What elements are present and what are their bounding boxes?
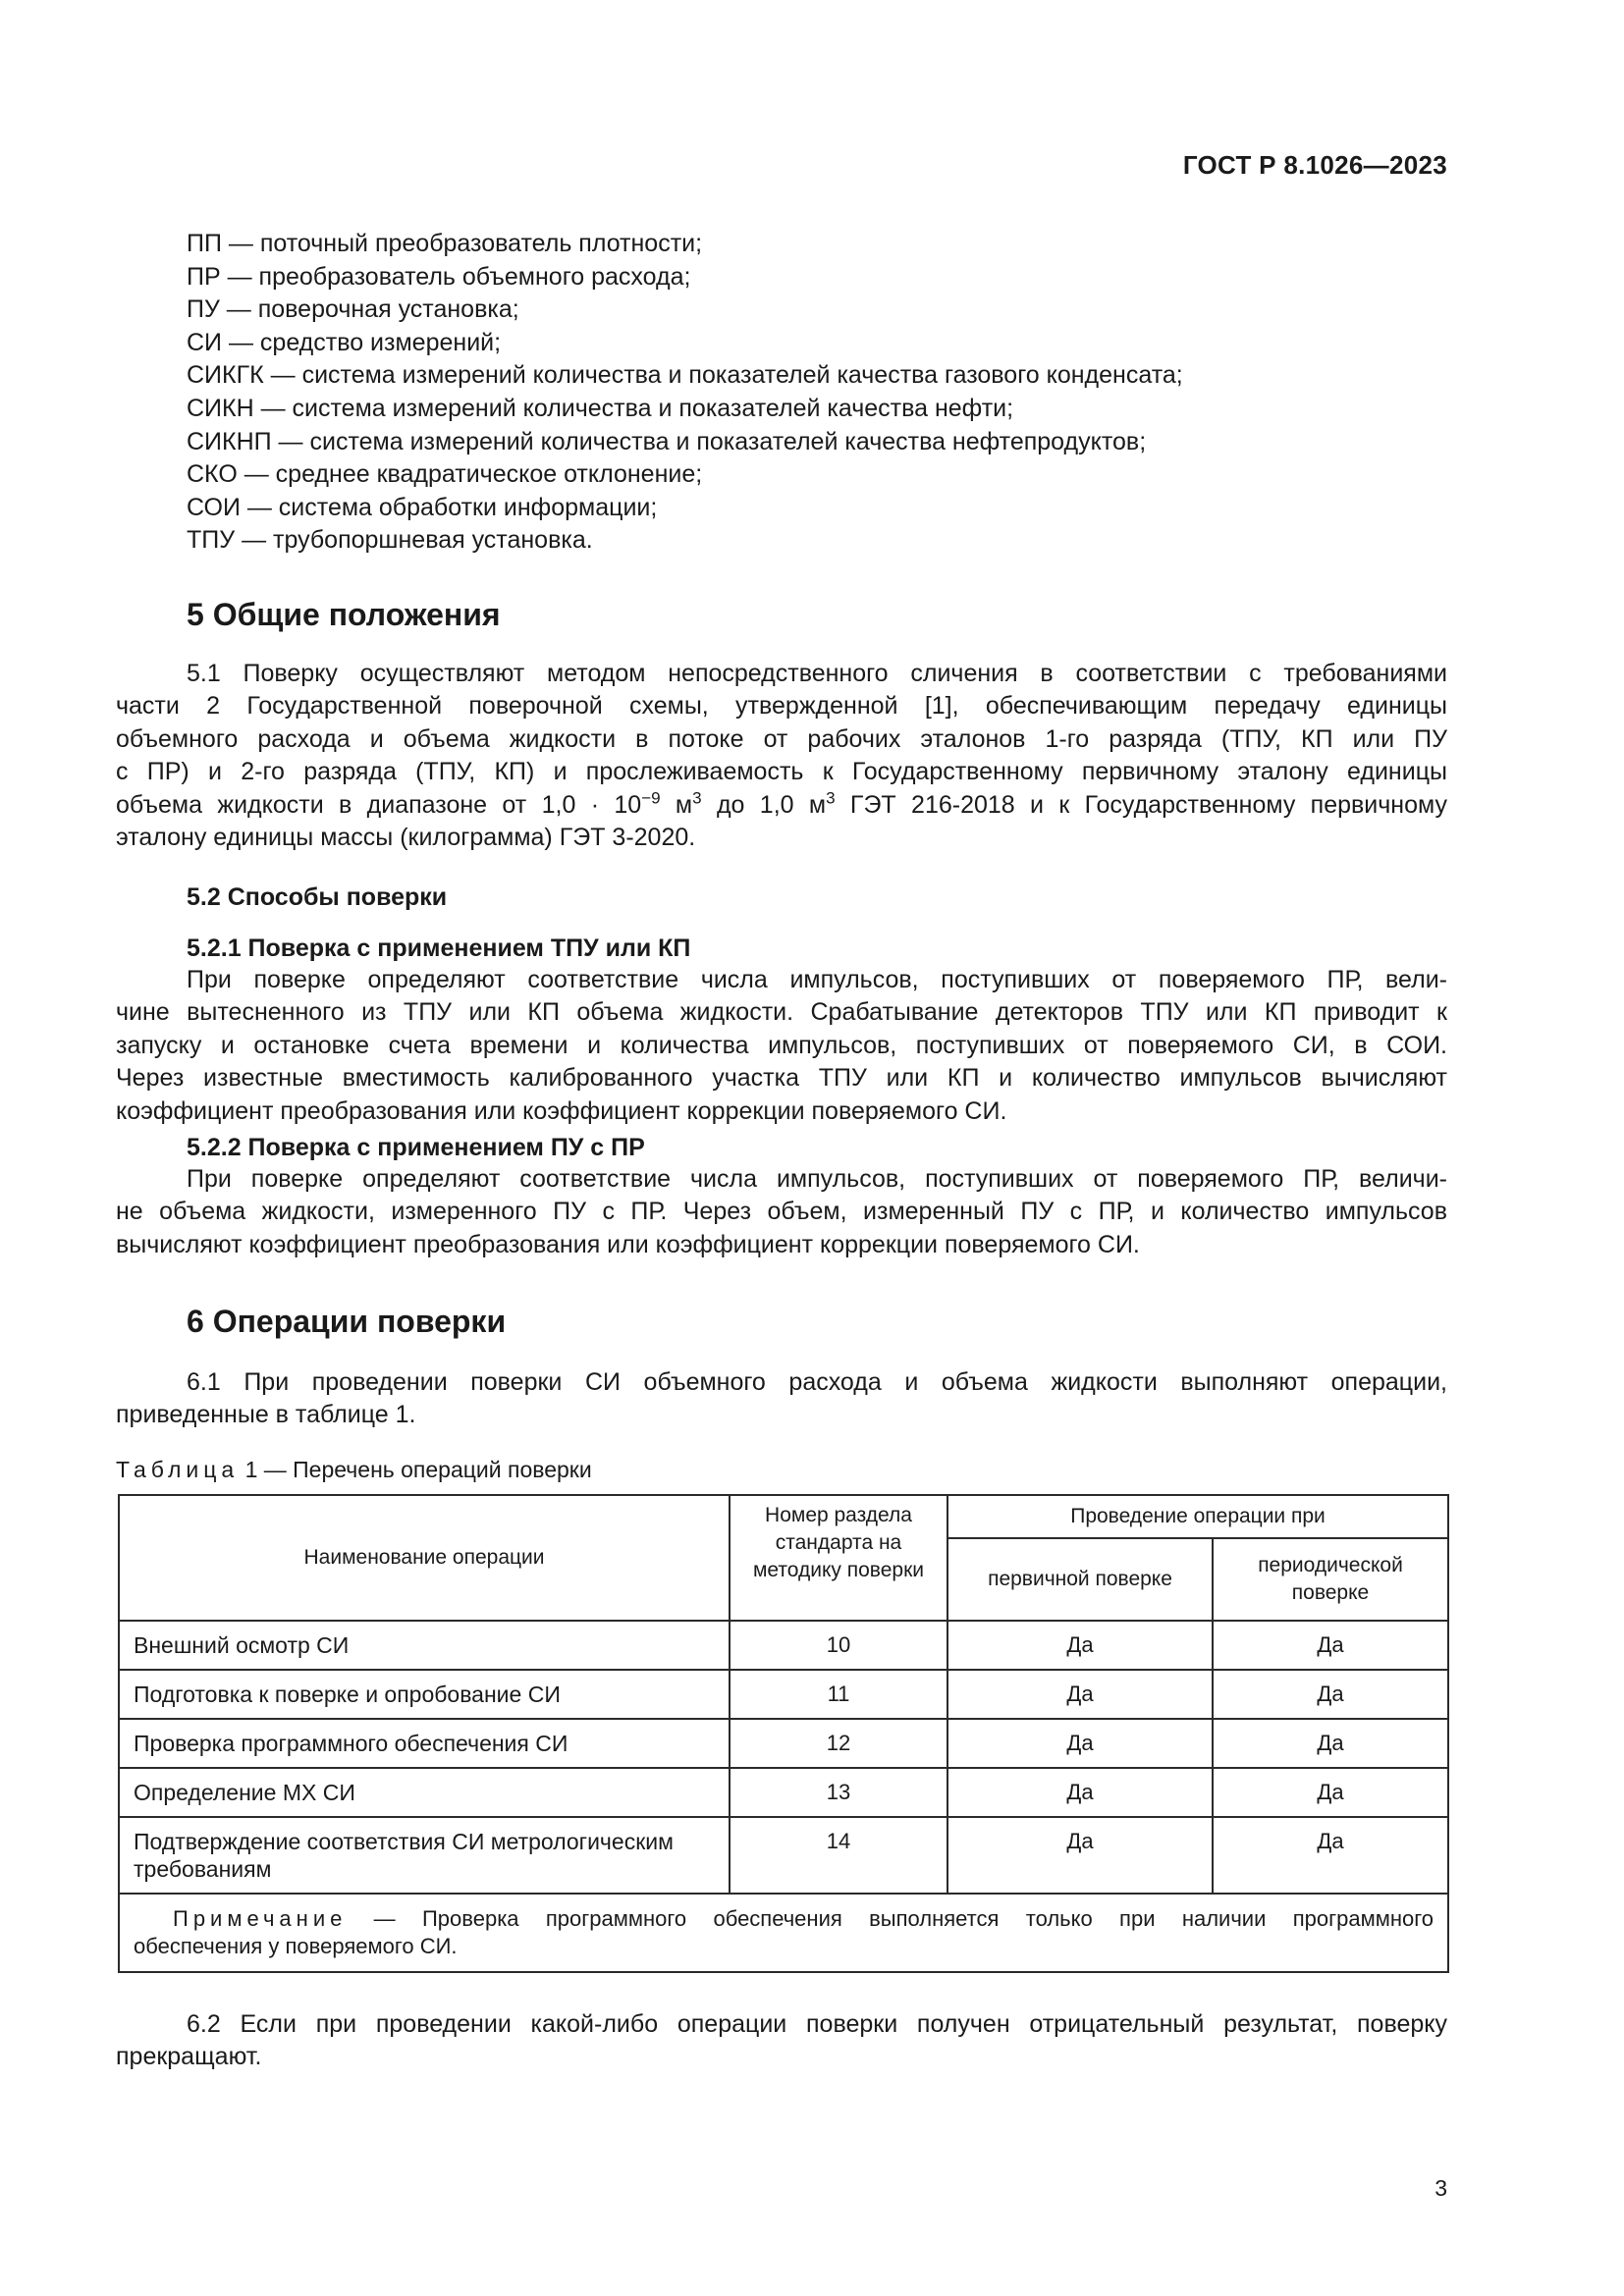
header-periodic-verification: периодической поверке [1213, 1538, 1448, 1621]
abbreviation-item: СКО — среднее квадратическое отклонение; [187, 460, 703, 489]
header-operation-name: Наименование операции [119, 1495, 730, 1621]
abbreviation-item: СИКН — система измерений количества и показателей качества нефти; [187, 394, 1014, 422]
periodic-value: Да [1213, 1719, 1448, 1768]
section-number: 11 [730, 1670, 947, 1719]
paragraph-line: коэффициент преобразования или коэффициент коррекции поверяемого СИ. [116, 1096, 1007, 1125]
section-5-2-2-heading: 5.2.2 Поверка с применением ПУ с ПР [187, 1134, 645, 1161]
exponent: 3 [826, 788, 836, 808]
primary-value: Да [947, 1768, 1213, 1817]
formula-text: объема жидкости в диапазоне от 1,0 · 10 [116, 790, 642, 819]
paragraph-line: При поверке определяют соответствие числа импульсов, поступивших от поверяемого ПР, величи- [187, 1165, 1447, 1193]
note-text: — Проверка программного обеспечения выполняется только при наличии программного [347, 1906, 1434, 1931]
paragraph-line: чине вытесненного из ТПУ или КП объема жидкости. Срабатывание детекторов ТПУ или КП приводит к [116, 998, 1447, 1027]
table-caption [116, 1457, 592, 1483]
section-number: 14 [730, 1817, 947, 1894]
table-caption-label: Таблица [116, 1457, 240, 1482]
periodic-value: Да [1213, 1621, 1448, 1670]
periodic-value: Да [1213, 1817, 1448, 1894]
paragraph-line: с ПР) и 2-го разряда (ТПУ, КП) и прослеживаемость к Государственному первичному эталону единицы [116, 758, 1447, 786]
operation-name: Подтверждение соответствия СИ метрологическим требованиям [119, 1817, 730, 1894]
exponent: −9 [641, 788, 661, 808]
abbreviation-item: ТПУ — трубопоршневая установка. [187, 526, 593, 555]
table-header-row [119, 1495, 1448, 1538]
section-5-2-1-heading: 5.2.1 Поверка с применением ТПУ или КП [187, 934, 691, 962]
abbreviation-item: СОИ — система обработки информации; [187, 493, 658, 521]
table-row [119, 1670, 1448, 1719]
section-number: 12 [730, 1719, 947, 1768]
section-6-heading: 6 Операции поверки [187, 1304, 507, 1339]
section-number: 13 [730, 1768, 947, 1817]
paragraph-line: При поверке определяют соответствие числа импульсов, поступивших от поверяемого ПР, вели- [187, 966, 1447, 993]
table-row [119, 1621, 1448, 1670]
operations-table [118, 1494, 1449, 1973]
note-line: обеспечения у поверяемого СИ. [134, 1934, 458, 1958]
primary-value: Да [947, 1817, 1213, 1894]
table-note-row [119, 1894, 1448, 1972]
abbreviation-item: ПП — поточный преобразователь плотности; [187, 230, 703, 257]
formula-text: ГЭТ 216-2018 и к Государственному первичному [835, 790, 1447, 819]
paragraph-line: части 2 Государственной поверочной схемы, утвержденной [1], обеспечивающим передачу единицы [116, 692, 1447, 721]
paragraph-5-2-2 [116, 1163, 1447, 1261]
paragraph-line: Через известные вместимость калиброванного участка ТПУ или КП и количество импульсов вычисляют [116, 1064, 1447, 1093]
note-line [134, 1905, 1434, 1933]
paragraph-6-2 [116, 2008, 1447, 2074]
paragraph-line: приведенные в таблице 1. [116, 1401, 416, 1429]
abbreviation-list [187, 228, 1463, 558]
primary-value: Да [947, 1670, 1213, 1719]
paragraph-6-1 [116, 1366, 1447, 1432]
paragraph-line: 5.1 Поверку осуществляют методом непосредственного сличения в соответствии с требованиями [187, 660, 1447, 687]
formula-text: м [660, 790, 693, 819]
abbreviation-item: ПУ — поверочная установка; [187, 295, 519, 324]
document-code: ГОСТ Р 8.1026—2023 [1182, 150, 1447, 180]
paragraph-line: запуску и остановке счета времени и количества импульсов, поступивших от поверяемого СИ, в СОИ. [116, 1031, 1447, 1059]
header-section-number: Номер раздела стандарта на методику поверки [730, 1495, 947, 1621]
operation-name: Внешний осмотр СИ [119, 1621, 730, 1670]
exponent: 3 [692, 788, 702, 808]
paragraph-line: прекращают. [116, 2043, 262, 2071]
primary-value: Да [947, 1621, 1213, 1670]
table-row [119, 1768, 1448, 1817]
abbreviation-item: СИ — средство измерений; [187, 328, 502, 356]
paragraph-line: не объема жидкости, измеренного ПУ с ПР. Через объем, измеренный ПУ с ПР, и количество импульсов [116, 1198, 1447, 1226]
operation-name: Подготовка к поверке и опробование СИ [119, 1670, 730, 1719]
paragraph-5-2-1 [116, 964, 1447, 1128]
paragraph-line: эталону единицы массы (килограмма) ГЭТ 3-2020. [116, 824, 696, 852]
periodic-value: Да [1213, 1768, 1448, 1817]
table-row [119, 1817, 1448, 1894]
page-number: 3 [1435, 2175, 1447, 2201]
abbreviation-item: СИКНП — система измерений количества и показателей качества нефтепродуктов; [187, 427, 1147, 455]
paragraph-line: 6.1 При проведении поверки СИ объемного расхода и объема жидкости выполняют операции, [187, 1368, 1447, 1396]
paragraph-5-1 [116, 658, 1447, 854]
operation-name: Определение МХ СИ [119, 1768, 730, 1817]
section-5-2-heading: 5.2 Способы поверки [187, 883, 448, 911]
abbreviation-item: ПР — преобразователь объемного расхода; [187, 262, 691, 291]
header-operation-group: Проведение операции при [947, 1495, 1448, 1538]
table-row [119, 1719, 1448, 1768]
paragraph-line: вычисляют коэффициент преобразования или коэффициент коррекции поверяемого СИ. [116, 1230, 1140, 1258]
paragraph-line: объемного расхода и объема жидкости в потоке от рабочих эталонов 1-го разряда (ТПУ, КП или ПУ [116, 724, 1447, 753]
abbreviation-item: СИКГК — система измерений количества и показателей качества газового конденсата; [187, 361, 1183, 390]
section-number: 10 [730, 1621, 947, 1670]
note-label: Примечание [173, 1906, 348, 1931]
primary-value: Да [947, 1719, 1213, 1768]
formula-text: до 1,0 м [701, 790, 827, 819]
operation-name: Проверка программного обеспечения СИ [119, 1719, 730, 1768]
paragraph-line-with-formula [116, 789, 1447, 822]
section-5-heading: 5 Общие положения [187, 597, 501, 632]
paragraph-line: 6.2 Если при проведении какой-либо операции поверки получен отрицательный результат, поверку [187, 2010, 1447, 2038]
header-primary-verification: первичной поверке [947, 1538, 1213, 1621]
periodic-value: Да [1213, 1670, 1448, 1719]
table-note [119, 1894, 1448, 1972]
table-caption-text: 1 — Перечень операций поверки [239, 1457, 592, 1482]
